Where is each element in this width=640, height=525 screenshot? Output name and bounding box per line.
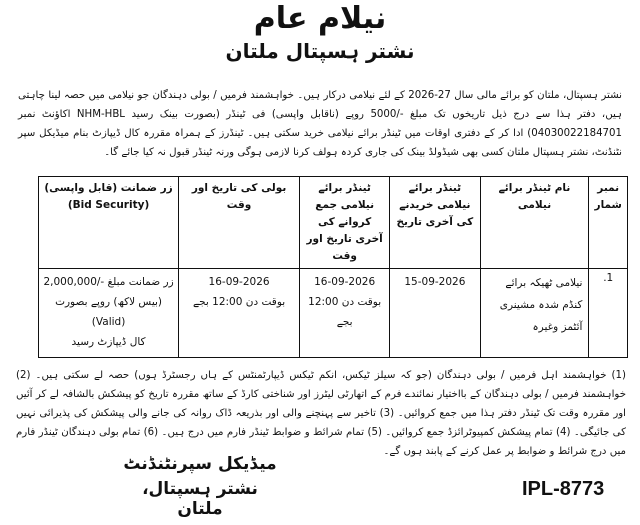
- cell-submit-date: [300, 269, 390, 358]
- submit-date: 16-09-2026: [314, 276, 376, 288]
- table-header-row: [39, 177, 628, 269]
- cell-bid-date: [179, 269, 300, 358]
- notice-title: نیلام عام: [253, 1, 387, 36]
- security-words: (بیس لاکھ) روپے بصورت (Valid): [55, 296, 163, 328]
- header-purchase-date: ٹینڈر برائے نیلامی خریدنے کی آخری تاریخ: [390, 177, 480, 269]
- cell-serial: 1.: [589, 269, 628, 358]
- header-security: [39, 177, 179, 269]
- header-submit-date: ٹینڈر برائے نیلامی جمع کروانے کی آخری تاریخ اور وقت: [300, 177, 390, 269]
- terms-paragraph: (1) خواہشمند اہل فرمیں / بولی دہندگان (جو کہ سیلز ٹیکس، انکم ٹیکس ڈیپارٹمنٹس کے ہاں رجسٹرڈ ہوں) حصہ لے سکتی ہیں۔ (2) خواہشمند فرمیں / بولی دہندگان کے بااختیار نمائندے فرم کے اتھارٹی لیٹرز اور شناختی کارڈ کے ساتھ مقررہ تاریخ کو پیشکش بالشافہ لے کر آئیں اور مقررہ وقت تک ٹینڈر دفتر ہذا میں جمع کروائیں۔ (3) تاخیر سے پہنچنے والی اور بذریعہ ڈاک روانہ کی جانے والی پیشکش کی پذیرائی نہیں کی جائیگی۔ (4) تمام پیشکش کمپیوٹرائزڈ جمع کروائیں۔ (5) تمام شرائط و ضوابط ٹینڈر فارم میں درج ہیں۔ (6) تمام بولی دہندگان ٹینڈر فارم میں درج شرائط و ضوابط پر عمل کرنے کے پابند ہوں گے۔: [16, 370, 627, 457]
- signature-office: نشتر ہسپتال، ملتان: [142, 479, 258, 519]
- cell-tender-name: نیلامی ٹھیکہ برائے کنڈم شدہ مشینری آئٹمز وغیرہ: [480, 269, 589, 358]
- table-row: [39, 269, 628, 358]
- cell-security: [39, 269, 179, 358]
- header-security-english: (Bid Security): [67, 199, 150, 211]
- header-tender-name: نام ٹینڈر برائے نیلامی: [480, 177, 589, 269]
- header-bid-date: بولی کی تاریخ اور وقت: [179, 177, 300, 269]
- intro-paragraph: نشتر ہسپتال، ملتان کو برائے مالی سال 27-2026 کے لئے نیلامی درکار ہیں۔ خواہشمند فرمیں / بولی دہندگان جو نیلامی میں حصہ لینا چاہتی ہیں، دفتر ہذا سے درج ذیل تاریخوں تک مبلغ -/5000 روپے (ناقابل واپسی) فی ٹینڈر (بصورت بینک رسید NHM-HBL اکاؤنٹ نمبر 04030022184701) ادا کر کے دفتری اوقات میں ٹینڈر برائے نیلامی خرید سکتی ہیں۔ ٹینڈرز کے ہمراہ مقررہ کال ڈیپازٹ بنام میڈیکل سپر نٹنڈنٹ، نشتر ہسپتال ملتان کسی بھی شیڈولڈ بینک کی جاری کردہ ہولف کرنا لازمی ہوگی ورنہ ٹینڈر قبول نہ کیا جائے گا۔: [18, 90, 622, 158]
- signature-designation: میڈیکل سپرنٹنڈنٹ: [123, 454, 277, 474]
- header-security-urdu: زر ضمانت (قابل واپسی): [44, 182, 173, 194]
- submit-time: بوقت دن 12:00 بجے: [308, 296, 382, 328]
- security-mode: کال ڈیپازٹ رسید: [71, 336, 146, 348]
- tender-table: [38, 176, 628, 358]
- reference-number: IPL-8773: [522, 478, 605, 500]
- purchase-date: 15-09-2026: [404, 276, 466, 288]
- cell-purchase-date: [390, 269, 480, 358]
- bid-time: بوقت دن 12:00 بجے: [192, 296, 286, 308]
- bid-date: 16-09-2026: [208, 276, 270, 288]
- security-amount: زر ضمانت مبلغ -/2,000,000: [43, 276, 174, 288]
- header-serial: نمبر شمار: [589, 177, 628, 269]
- notice-subtitle: نشتر ہسپتال ملتان: [225, 39, 415, 63]
